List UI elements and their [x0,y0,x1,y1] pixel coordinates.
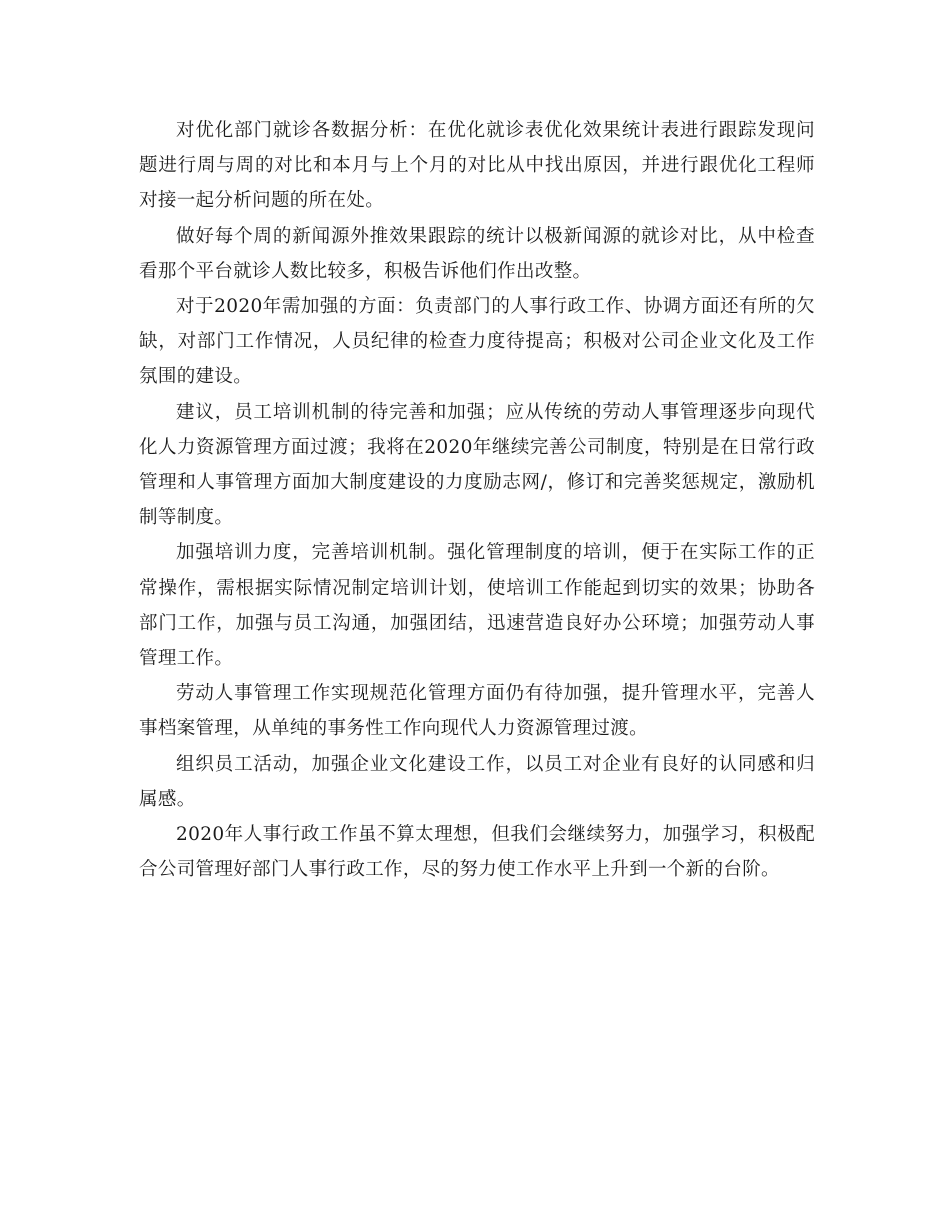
paragraph-2020-improvements: 对于2020年需加强的方面：负责部门的人事行政工作、协调方面还有所的欠缺，对部门工作情况，人员纪律的检查力度待提高；积极对公司企业文化及工作氛围的建设。 [139,296,815,388]
paragraph-news-source-tracking: 做好每个周的新闻源外推效果跟踪的统计以极新闻源的就诊对比，从中检查看那个平台就诊人数比较多，积极告诉他们作出改整。 [139,225,815,282]
paragraph-conclusion: 2020年人事行政工作虽不算太理想，但我们会继续努力，加强学习，积极配合公司管理好部门人事行政工作，尽的努力使工作水平上升到一个新的台阶。 [139,824,815,881]
paragraph-training: 加强培训力度，完善培训机制。强化管理制度的培训，便于在实际工作的正常操作，需根据实际情况制定培训计划，使培训工作能起到切实的效果；协助各部门工作，加强与员工沟通，加强团结，迅速营造良好办公环境；加强劳动人事管理工作。 [139,542,815,670]
document-body [139,113,815,887]
paragraph-hr-standardization: 劳动人事管理工作实现规范化管理方面仍有待加强，提升管理水平，完善人事档案管理，从单纯的事务性工作向现代人力资源管理过渡。 [139,683,815,740]
paragraph-employee-activities: 组织员工活动，加强企业文化建设工作，以员工对企业有良好的认同感和归属感。 [139,753,815,810]
paragraph-suggestions: 建议，员工培训机制的待完善和加强；应从传统的劳动人事管理逐步向现代化人力资源管理方面过渡；我将在2020年继续完善公司制度，特别是在日常行政管理和人事管理方面加大制度建设的力度励志网/，修订和完善奖惩规定，激励机制等制度。 [139,401,815,529]
paragraph-data-analysis: 对优化部门就诊各数据分析：在优化就诊表优化效果统计表进行跟踪发现问题进行周与周的对比和本月与上个月的对比从中找出原因，并进行跟优化工程师对接一起分析问题的所在处。 [139,120,815,212]
